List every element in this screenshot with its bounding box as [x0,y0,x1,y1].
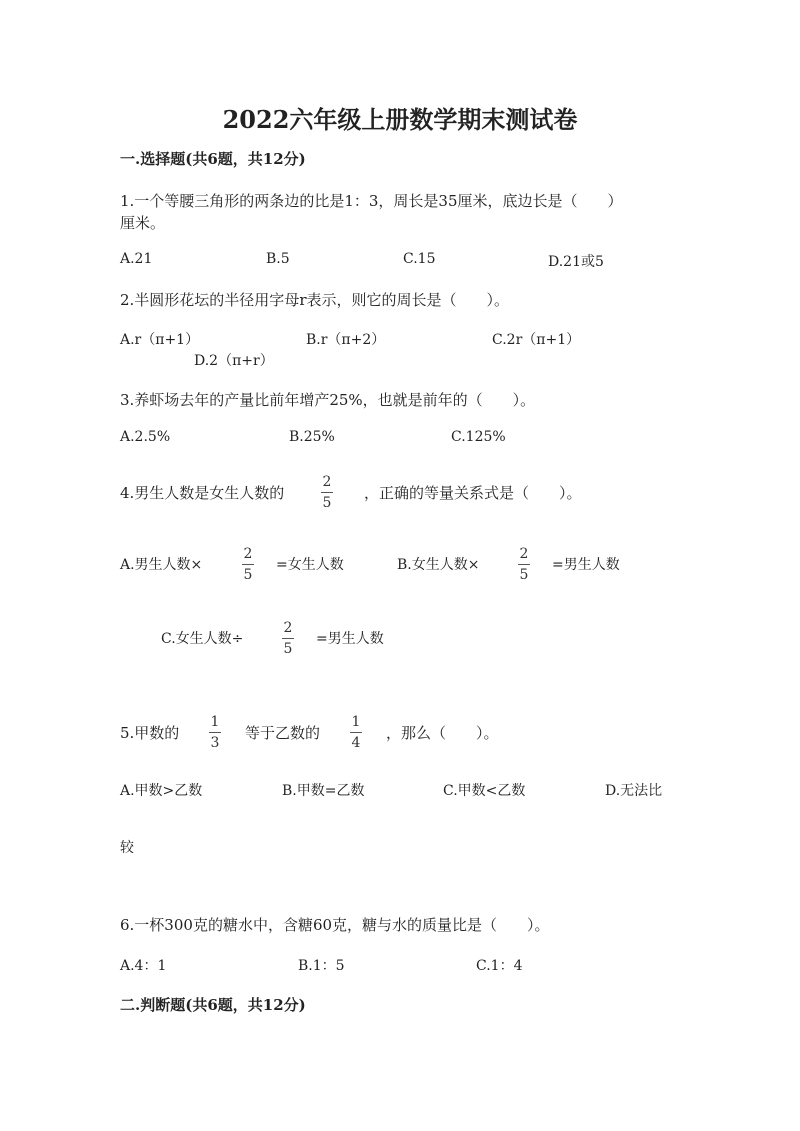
question-5-option-d: D.无法比 [605,783,663,799]
question-2-option-b: B.r（π+2） [306,332,386,348]
fraction-bar [350,732,362,733]
fraction-one-fourth [350,714,362,751]
question-6-option-c: C.1：4 [476,958,523,974]
fraction-two-fifths [321,474,333,511]
fraction-bar [518,564,530,565]
question-4-stem-end: ，正确的等量关系式是（ ）。 [364,484,582,502]
question-2-option-d: D.2（π+r） [194,353,274,369]
fraction-numerator: 2 [519,546,529,562]
page-title: 2022六年级上册数学期末测试卷 [222,105,578,134]
fraction-two-fifths [282,620,294,657]
question-4-stem-start: 4.男生人数是女生人数的 [120,484,285,502]
question-2-option-c: C.2r（π+1） [492,332,581,348]
fraction-numerator: 1 [210,714,220,730]
question-4-option-b-start: B.女生人数× [397,557,480,573]
fraction-numerator: 1 [351,714,361,730]
fraction-numerator: 2 [243,546,253,562]
question-1-line1: 1.一个等腰三角形的两条边的比是1：3，周长是35厘米，底边长是（ ） [120,192,623,210]
fraction-two-fifths [242,546,254,583]
fraction-one-third [209,714,221,751]
question-2-option-a: A.r（π+1） [120,332,200,348]
question-6-stem: 6.一杯300克的糖水中，含糖60克，糖与水的质量比是（ ）。 [120,916,550,934]
fraction-bar [209,732,221,733]
fraction-denominator: 5 [283,641,293,657]
fraction-bar [242,564,254,565]
fraction-denominator: 3 [210,735,220,751]
question-5-stem-end: ，那么（ ）。 [386,724,499,742]
question-1-option-d: D.21或5 [548,254,604,270]
question-5-stem-start: 5.甲数的 [120,724,180,742]
fraction-bar [321,492,333,493]
question-5-option-a: A.甲数>乙数 [120,783,203,799]
question-6-option-b: B.1：5 [298,958,345,974]
fraction-two-fifths [518,546,530,583]
fraction-numerator: 2 [322,474,332,490]
fraction-denominator: 4 [351,735,361,751]
fraction-denominator: 5 [243,567,253,583]
question-2-stem: 2.半圆形花坛的半径用字母r表示，则它的周长是（ ）。 [120,291,509,309]
question-6-option-a: A.4：1 [120,958,167,974]
question-1-line2: 厘米。 [120,214,166,232]
question-4-option-a-end: =女生人数 [276,557,344,573]
question-5-option-b: B.甲数=乙数 [282,783,365,799]
section-heading-judgment: 二.判断题(共6题，共12分) [120,996,306,1014]
question-3-option-a: A.2.5% [120,429,171,445]
question-4-option-c-start: C.女生人数÷ [161,631,244,647]
question-4-option-c-end: =男生人数 [316,631,384,647]
section-heading-choice: 一.选择题(共6题，共12分) [120,150,306,168]
question-1-option-b: B.5 [266,251,290,267]
question-3-option-b: B.25% [289,429,335,445]
question-5-option-d-wrap: 较 [120,840,134,856]
question-4-option-b-end: =男生人数 [552,557,620,573]
question-4-option-a-start: A.男生人数× [120,557,203,573]
question-3-stem: 3.养虾场去年的产量比前年增产25%，也就是前年的（ ）。 [120,391,536,409]
question-5-stem-middle: 等于乙数的 [245,724,321,742]
fraction-numerator: 2 [283,620,293,636]
question-1-option-a: A.21 [120,251,153,267]
question-1-option-c: C.15 [403,251,436,267]
fraction-bar [282,638,294,639]
fraction-denominator: 5 [322,495,332,511]
question-5-option-c: C.甲数<乙数 [443,783,526,799]
question-3-option-c: C.125% [451,429,506,445]
fraction-denominator: 5 [519,567,529,583]
